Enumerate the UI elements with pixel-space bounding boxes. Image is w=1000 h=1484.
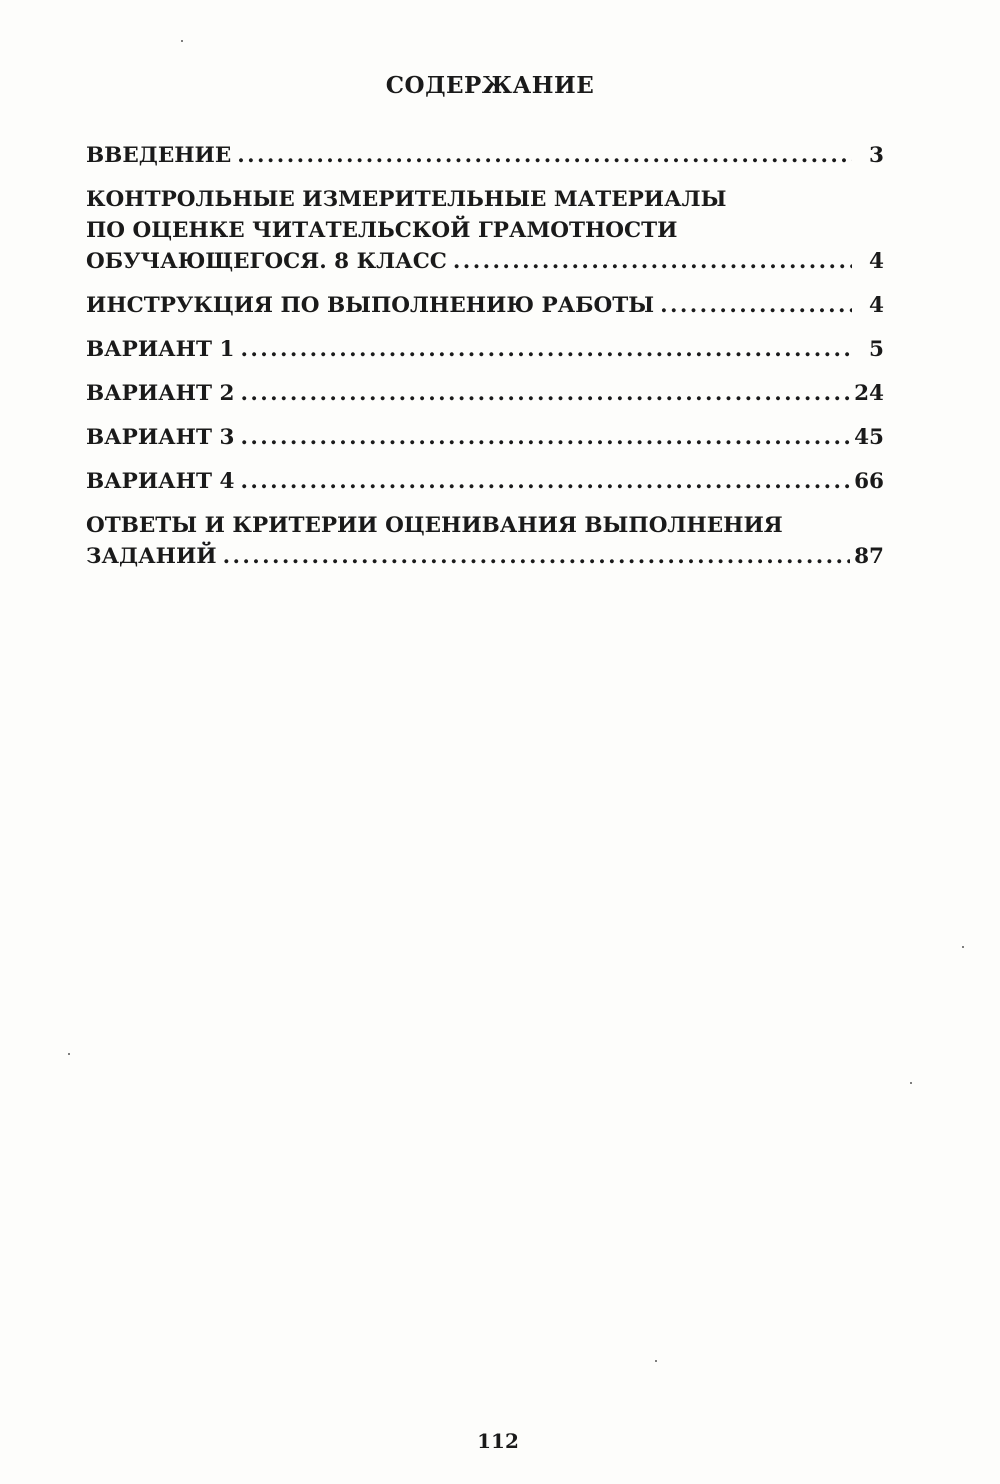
toc-entry-title: ЗАДАНИЙ: [86, 544, 217, 569]
toc-entry-title: ВАРИАНТ 1: [86, 337, 235, 362]
toc-entry-instructions: [86, 290, 884, 321]
dot-leader: [237, 140, 852, 171]
toc-entry-last-line: [86, 541, 884, 572]
toc-page-number: 4: [869, 293, 884, 318]
toc-entry-last-line: [86, 140, 884, 171]
toc-page-number: 87: [854, 544, 884, 569]
toc-heading: СОДЕРЖАНИЕ: [385, 72, 595, 99]
toc-entry-variant-2: [86, 378, 884, 409]
page-number: 112: [477, 1429, 519, 1453]
dot-leader: [660, 290, 852, 321]
scan-speck: [655, 1360, 657, 1362]
toc-page-number: 4: [869, 249, 884, 274]
toc-entry-introduction: [86, 140, 884, 171]
toc-entry-last-line: [86, 290, 884, 321]
toc-entry-last-line: [86, 334, 884, 365]
toc-list: [86, 140, 884, 585]
toc-page-number: 3: [869, 143, 884, 168]
toc-entry-title: ОБУЧАЮЩЕГОСЯ. 8 КЛАСС: [86, 249, 447, 274]
dot-leader: [240, 334, 852, 365]
toc-entry-last-line: [86, 466, 884, 497]
scan-speck: [910, 1082, 912, 1084]
toc-entry-title: ВАРИАНТ 3: [86, 425, 235, 450]
toc-entry-last-line: [86, 378, 884, 409]
toc-page-number: 45: [854, 425, 884, 450]
toc-entry-title-line: ОТВЕТЫ И КРИТЕРИИ ОЦЕНИВАНИЯ ВЫПОЛНЕНИЯ: [86, 513, 783, 538]
toc-entry-title: ВАРИАНТ 2: [86, 381, 235, 406]
toc-entry-variant-3: [86, 422, 884, 453]
toc-entry-variant-4: [86, 466, 884, 497]
toc-page-number: 66: [854, 469, 884, 494]
toc-entry-title-line: ПО ОЦЕНКЕ ЧИТАТЕЛЬСКОЙ ГРАМОТНОСТИ: [86, 218, 678, 243]
dot-leader: [240, 466, 850, 497]
dot-leader: [453, 246, 852, 277]
dot-leader: [240, 422, 850, 453]
scan-speck: [68, 1053, 70, 1055]
toc-entry-title: ВАРИАНТ 4: [86, 469, 235, 494]
scan-speck: [962, 946, 964, 948]
toc-entry-answers: [86, 510, 884, 572]
toc-page-number: 5: [869, 337, 884, 362]
toc-entry-variant-1: [86, 334, 884, 365]
toc-entry-title: ИНСТРУКЦИЯ ПО ВЫПОЛНЕНИЮ РАБОТЫ: [86, 293, 655, 318]
dot-leader: [223, 541, 850, 572]
toc-entry-last-line: [86, 422, 884, 453]
toc-entry-title: ВВЕДЕНИЕ: [86, 143, 232, 168]
dot-leader: [240, 378, 850, 409]
toc-entry-last-line: [86, 246, 884, 277]
toc-entry-title-line: КОНТРОЛЬНЫЕ ИЗМЕРИТЕЛЬНЫЕ МАТЕРИАЛЫ: [86, 187, 727, 212]
toc-entry-control-materials: [86, 184, 884, 277]
scan-speck: [181, 40, 183, 42]
toc-page-number: 24: [854, 381, 884, 406]
